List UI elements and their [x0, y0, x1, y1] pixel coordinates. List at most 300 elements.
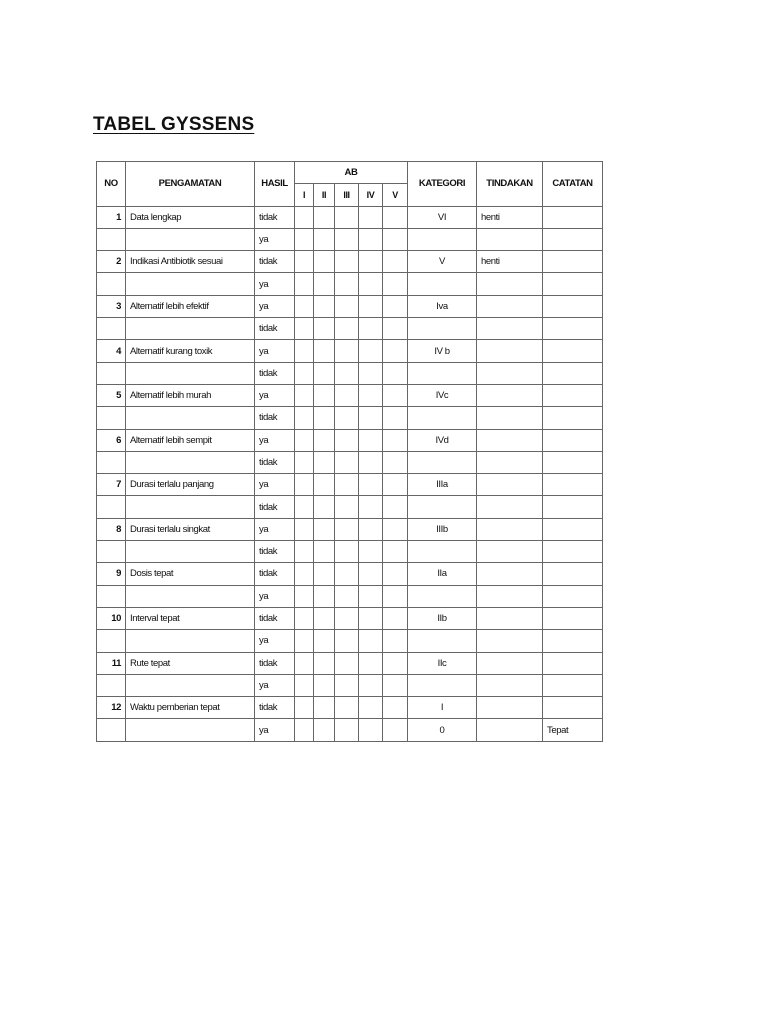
no-cell [97, 541, 126, 563]
tindakan-cell [477, 496, 543, 518]
kategori-cell: IVd [408, 429, 477, 451]
catatan-cell [543, 674, 603, 696]
ab-iv-cell [359, 273, 383, 295]
ab-i-cell [295, 518, 314, 540]
no-cell: 3 [97, 295, 126, 317]
pengamatan-cell [126, 630, 255, 652]
tindakan-cell [477, 362, 543, 384]
ab-i-cell [295, 451, 314, 473]
catatan-cell [543, 318, 603, 340]
ab-v-cell [383, 407, 408, 429]
ab-iii-cell [335, 273, 359, 295]
table-row [97, 474, 603, 496]
kategori-cell: 0 [408, 719, 477, 741]
kategori-cell [408, 228, 477, 250]
kategori-cell: V [408, 251, 477, 273]
ab-i-cell [295, 719, 314, 741]
ab-ii-cell [314, 674, 335, 696]
hasil-cell: ya [255, 674, 295, 696]
ab-i-cell [295, 585, 314, 607]
table-row [97, 541, 603, 563]
table-row [97, 674, 603, 696]
tindakan-cell [477, 585, 543, 607]
ab-iii-cell [335, 541, 359, 563]
catatan-cell [543, 585, 603, 607]
hasil-cell: tidak [255, 318, 295, 340]
no-cell: 7 [97, 474, 126, 496]
table-row [97, 585, 603, 607]
ab-i-cell [295, 541, 314, 563]
pengamatan-cell [126, 451, 255, 473]
no-cell: 11 [97, 652, 126, 674]
ab-i-cell [295, 384, 314, 406]
no-cell [97, 719, 126, 741]
ab-iv-cell [359, 340, 383, 362]
ab-iii-cell [335, 607, 359, 629]
ab-ii-cell [314, 251, 335, 273]
ab-v-cell [383, 585, 408, 607]
ab-v-cell [383, 273, 408, 295]
pengamatan-cell: Rute tepat [126, 652, 255, 674]
hasil-cell: ya [255, 630, 295, 652]
ab-ii-cell [314, 407, 335, 429]
hasil-cell: tidak [255, 206, 295, 228]
ab-i-cell [295, 474, 314, 496]
ab-iii-cell [335, 206, 359, 228]
pengamatan-cell [126, 228, 255, 250]
table-row [97, 407, 603, 429]
table-row [97, 206, 603, 228]
tindakan-cell [477, 674, 543, 696]
ab-iii-cell [335, 585, 359, 607]
ab-iv-cell [359, 719, 383, 741]
ab-iii-cell [335, 228, 359, 250]
ab-i-cell [295, 362, 314, 384]
no-cell [97, 273, 126, 295]
table-row [97, 563, 603, 585]
ab-ii-cell [314, 697, 335, 719]
ab-v-cell [383, 474, 408, 496]
ab-iii-cell [335, 362, 359, 384]
ab-iv-cell [359, 407, 383, 429]
kategori-cell [408, 674, 477, 696]
no-cell [97, 362, 126, 384]
catatan-cell [543, 295, 603, 317]
header-no: NO [97, 162, 126, 207]
table-row [97, 228, 603, 250]
hasil-cell: tidak [255, 541, 295, 563]
kategori-cell: IIa [408, 563, 477, 585]
kategori-cell [408, 541, 477, 563]
ab-v-cell [383, 630, 408, 652]
header-ab-v: V [383, 184, 408, 206]
table-row [97, 273, 603, 295]
ab-ii-cell [314, 340, 335, 362]
table-row [97, 630, 603, 652]
no-cell [97, 585, 126, 607]
header-ab-iii: III [335, 184, 359, 206]
catatan-cell [543, 607, 603, 629]
table-row [97, 496, 603, 518]
table-row [97, 429, 603, 451]
ab-ii-cell [314, 295, 335, 317]
ab-ii-cell [314, 541, 335, 563]
kategori-cell: IIIa [408, 474, 477, 496]
no-cell [97, 228, 126, 250]
pengamatan-cell [126, 585, 255, 607]
ab-iv-cell [359, 518, 383, 540]
pengamatan-cell [126, 541, 255, 563]
ab-iv-cell [359, 251, 383, 273]
no-cell [97, 407, 126, 429]
no-cell: 1 [97, 206, 126, 228]
ab-iii-cell [335, 719, 359, 741]
ab-ii-cell [314, 384, 335, 406]
ab-iv-cell [359, 429, 383, 451]
ab-v-cell [383, 607, 408, 629]
no-cell [97, 496, 126, 518]
kategori-cell: VI [408, 206, 477, 228]
catatan-cell [543, 340, 603, 362]
ab-i-cell [295, 318, 314, 340]
header-tindakan: TINDAKAN [477, 162, 543, 207]
ab-v-cell [383, 228, 408, 250]
header-ab: AB [295, 162, 408, 184]
pengamatan-cell: Interval tepat [126, 607, 255, 629]
pengamatan-cell: Indikasi Antibiotik sesuai [126, 251, 255, 273]
tindakan-cell [477, 384, 543, 406]
no-cell: 5 [97, 384, 126, 406]
ab-iv-cell [359, 652, 383, 674]
catatan-cell [543, 697, 603, 719]
no-cell [97, 318, 126, 340]
kategori-cell [408, 451, 477, 473]
tindakan-cell [477, 697, 543, 719]
ab-v-cell [383, 295, 408, 317]
hasil-cell: tidak [255, 563, 295, 585]
ab-iv-cell [359, 607, 383, 629]
table-row [97, 362, 603, 384]
hasil-cell: tidak [255, 451, 295, 473]
ab-iii-cell [335, 697, 359, 719]
page-title: TABEL GYSSENS [93, 114, 255, 135]
kategori-cell: IIc [408, 652, 477, 674]
ab-iv-cell [359, 496, 383, 518]
ab-ii-cell [314, 451, 335, 473]
tindakan-cell [477, 518, 543, 540]
hasil-cell: tidak [255, 697, 295, 719]
ab-iii-cell [335, 496, 359, 518]
ab-iii-cell [335, 295, 359, 317]
catatan-cell [543, 362, 603, 384]
ab-iii-cell [335, 630, 359, 652]
ab-iii-cell [335, 674, 359, 696]
ab-iii-cell [335, 474, 359, 496]
tindakan-cell [477, 607, 543, 629]
ab-ii-cell [314, 474, 335, 496]
ab-v-cell [383, 719, 408, 741]
tindakan-cell: henti [477, 251, 543, 273]
ab-i-cell [295, 697, 314, 719]
hasil-cell: tidak [255, 496, 295, 518]
pengamatan-cell: Alternatif lebih efektif [126, 295, 255, 317]
kategori-cell: Iva [408, 295, 477, 317]
ab-i-cell [295, 429, 314, 451]
ab-iv-cell [359, 206, 383, 228]
ab-v-cell [383, 652, 408, 674]
tindakan-cell [477, 451, 543, 473]
ab-v-cell [383, 451, 408, 473]
tindakan-cell [477, 563, 543, 585]
ab-ii-cell [314, 496, 335, 518]
kategori-cell [408, 407, 477, 429]
header-ab-iv: IV [359, 184, 383, 206]
tindakan-cell [477, 340, 543, 362]
gyssens-table [96, 161, 603, 742]
ab-v-cell [383, 384, 408, 406]
ab-v-cell [383, 318, 408, 340]
ab-iv-cell [359, 362, 383, 384]
header-ab-i: I [295, 184, 314, 206]
ab-ii-cell [314, 273, 335, 295]
pengamatan-cell [126, 674, 255, 696]
catatan-cell [543, 630, 603, 652]
ab-iii-cell [335, 318, 359, 340]
ab-i-cell [295, 407, 314, 429]
ab-ii-cell [314, 518, 335, 540]
ab-iii-cell [335, 652, 359, 674]
tindakan-cell [477, 429, 543, 451]
ab-i-cell [295, 273, 314, 295]
table-row [97, 607, 603, 629]
ab-ii-cell [314, 563, 335, 585]
pengamatan-cell [126, 318, 255, 340]
catatan-cell [543, 518, 603, 540]
table-header [97, 162, 603, 207]
ab-ii-cell [314, 228, 335, 250]
hasil-cell: tidak [255, 407, 295, 429]
catatan-cell [543, 652, 603, 674]
kategori-cell [408, 318, 477, 340]
tindakan-cell [477, 719, 543, 741]
ab-ii-cell [314, 607, 335, 629]
ab-iv-cell [359, 697, 383, 719]
no-cell: 6 [97, 429, 126, 451]
ab-v-cell [383, 251, 408, 273]
catatan-cell: Tepat [543, 719, 603, 741]
pengamatan-cell: Alternatif lebih murah [126, 384, 255, 406]
ab-v-cell [383, 496, 408, 518]
ab-v-cell [383, 518, 408, 540]
catatan-cell [543, 228, 603, 250]
ab-iv-cell [359, 563, 383, 585]
tindakan-cell [477, 652, 543, 674]
ab-i-cell [295, 563, 314, 585]
catatan-cell [543, 407, 603, 429]
header-ab-ii: II [314, 184, 335, 206]
catatan-cell [543, 563, 603, 585]
header-hasil: HASIL [255, 162, 295, 207]
pengamatan-cell: Data lengkap [126, 206, 255, 228]
pengamatan-cell [126, 362, 255, 384]
table-row [97, 251, 603, 273]
pengamatan-cell: Alternatif kurang toxik [126, 340, 255, 362]
pengamatan-cell: Dosis tepat [126, 563, 255, 585]
ab-iii-cell [335, 563, 359, 585]
kategori-cell [408, 273, 477, 295]
kategori-cell: IIb [408, 607, 477, 629]
table-row [97, 719, 603, 741]
ab-ii-cell [314, 585, 335, 607]
ab-v-cell [383, 206, 408, 228]
ab-iii-cell [335, 384, 359, 406]
ab-iv-cell [359, 451, 383, 473]
catatan-cell [543, 251, 603, 273]
hasil-cell: tidak [255, 652, 295, 674]
ab-iv-cell [359, 585, 383, 607]
ab-iv-cell [359, 674, 383, 696]
no-cell: 10 [97, 607, 126, 629]
hasil-cell: tidak [255, 362, 295, 384]
ab-i-cell [295, 228, 314, 250]
no-cell: 9 [97, 563, 126, 585]
header-kategori: KATEGORI [408, 162, 477, 207]
kategori-cell [408, 585, 477, 607]
table-row [97, 318, 603, 340]
ab-iv-cell [359, 474, 383, 496]
kategori-cell: IVc [408, 384, 477, 406]
no-cell [97, 630, 126, 652]
ab-iii-cell [335, 429, 359, 451]
catatan-cell [543, 451, 603, 473]
pengamatan-cell [126, 496, 255, 518]
ab-i-cell [295, 496, 314, 518]
no-cell: 12 [97, 697, 126, 719]
no-cell: 2 [97, 251, 126, 273]
tindakan-cell [477, 407, 543, 429]
header-catatan: CATATAN [543, 162, 603, 207]
no-cell: 8 [97, 518, 126, 540]
hasil-cell: ya [255, 295, 295, 317]
ab-i-cell [295, 607, 314, 629]
kategori-cell: IIIb [408, 518, 477, 540]
tindakan-cell [477, 541, 543, 563]
ab-ii-cell [314, 206, 335, 228]
pengamatan-cell [126, 273, 255, 295]
hasil-cell: ya [255, 273, 295, 295]
tindakan-cell: henti [477, 206, 543, 228]
ab-i-cell [295, 674, 314, 696]
catatan-cell [543, 496, 603, 518]
hasil-cell: ya [255, 384, 295, 406]
ab-i-cell [295, 340, 314, 362]
ab-v-cell [383, 541, 408, 563]
hasil-cell: ya [255, 228, 295, 250]
ab-v-cell [383, 362, 408, 384]
ab-iv-cell [359, 384, 383, 406]
ab-v-cell [383, 340, 408, 362]
tindakan-cell [477, 228, 543, 250]
hasil-cell: ya [255, 585, 295, 607]
catatan-cell [543, 429, 603, 451]
hasil-cell: tidak [255, 607, 295, 629]
ab-ii-cell [314, 652, 335, 674]
header-pengamatan: PENGAMATAN [126, 162, 255, 207]
kategori-cell [408, 630, 477, 652]
ab-iv-cell [359, 541, 383, 563]
hasil-cell: ya [255, 474, 295, 496]
ab-v-cell [383, 674, 408, 696]
table-row [97, 340, 603, 362]
catatan-cell [543, 206, 603, 228]
table-body [97, 206, 603, 741]
ab-v-cell [383, 563, 408, 585]
no-cell: 4 [97, 340, 126, 362]
hasil-cell: ya [255, 719, 295, 741]
ab-iv-cell [359, 228, 383, 250]
ab-iii-cell [335, 251, 359, 273]
kategori-cell [408, 362, 477, 384]
pengamatan-cell [126, 719, 255, 741]
hasil-cell: ya [255, 340, 295, 362]
ab-v-cell [383, 429, 408, 451]
ab-i-cell [295, 206, 314, 228]
hasil-cell: ya [255, 518, 295, 540]
ab-iii-cell [335, 407, 359, 429]
table-row [97, 295, 603, 317]
table-row [97, 518, 603, 540]
ab-iii-cell [335, 518, 359, 540]
tindakan-cell [477, 273, 543, 295]
ab-ii-cell [314, 429, 335, 451]
ab-i-cell [295, 630, 314, 652]
ab-ii-cell [314, 630, 335, 652]
pengamatan-cell [126, 407, 255, 429]
ab-v-cell [383, 697, 408, 719]
kategori-cell: I [408, 697, 477, 719]
pengamatan-cell: Alternatif lebih sempit [126, 429, 255, 451]
no-cell [97, 451, 126, 473]
ab-ii-cell [314, 318, 335, 340]
pengamatan-cell: Durasi terlalu singkat [126, 518, 255, 540]
hasil-cell: ya [255, 429, 295, 451]
ab-iv-cell [359, 630, 383, 652]
table-row [97, 384, 603, 406]
no-cell [97, 674, 126, 696]
pengamatan-cell: Durasi terlalu panjang [126, 474, 255, 496]
ab-i-cell [295, 652, 314, 674]
ab-ii-cell [314, 719, 335, 741]
table-row [97, 652, 603, 674]
tindakan-cell [477, 318, 543, 340]
catatan-cell [543, 273, 603, 295]
catatan-cell [543, 474, 603, 496]
ab-ii-cell [314, 362, 335, 384]
ab-iv-cell [359, 295, 383, 317]
ab-iv-cell [359, 318, 383, 340]
kategori-cell [408, 496, 477, 518]
kategori-cell: IV b [408, 340, 477, 362]
ab-iii-cell [335, 451, 359, 473]
pengamatan-cell: Waktu pemberian tepat [126, 697, 255, 719]
hasil-cell: tidak [255, 251, 295, 273]
ab-i-cell [295, 251, 314, 273]
tindakan-cell [477, 295, 543, 317]
table-row [97, 697, 603, 719]
tindakan-cell [477, 474, 543, 496]
catatan-cell [543, 541, 603, 563]
tindakan-cell [477, 630, 543, 652]
